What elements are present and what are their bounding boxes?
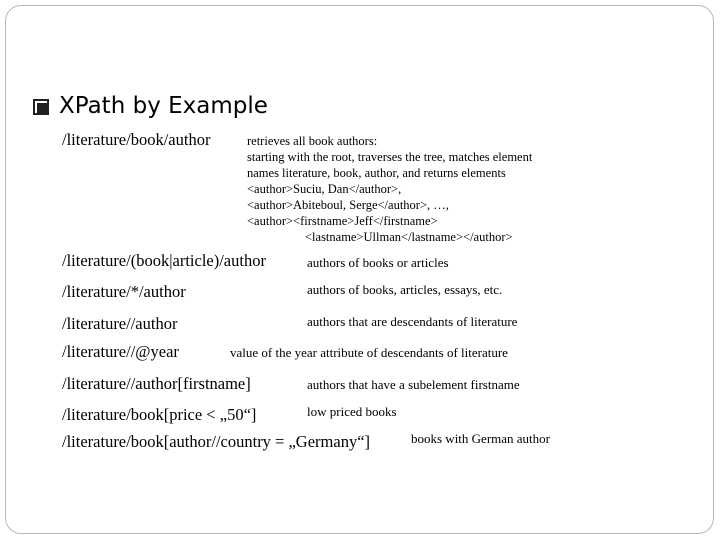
square-bullet-icon (33, 99, 49, 115)
xpath-expression: /literature/*/author (62, 282, 186, 301)
description-line: <lastname>Ullman</lastname></author> (305, 230, 513, 244)
xpath-expression: /literature//author (62, 314, 178, 333)
expression-description: low priced books (307, 404, 397, 419)
expression-description: authors that have a subelement firstname (307, 377, 520, 392)
expression-description: books with German author (411, 431, 551, 446)
description-line: <author>Suciu, Dan</author>, (247, 182, 402, 196)
expression-description: value of the year attribute of descendants of literature (230, 345, 508, 360)
title-row (33, 90, 268, 122)
description-line: retrieves all book authors: (247, 134, 378, 148)
xpath-expression: /literature//author[firstname] (62, 374, 251, 393)
xpath-expression: /literature//@year (62, 342, 179, 361)
description-line: <author>Abiteboul, Serge</author>, …, (247, 198, 449, 212)
expression-description: authors that are descendants of literature (307, 314, 518, 329)
slide-title: XPath by Example (59, 93, 268, 119)
xpath-expression: /literature/book/author (62, 130, 211, 149)
xpath-expression: /literature/book[author//country = „Germany“] (62, 432, 371, 451)
example-description-block (247, 133, 532, 245)
xpath-expression: /literature/(book|article)/author (62, 251, 266, 270)
description-line: <author><firstname>Jeff</firstname> (247, 214, 438, 228)
xpath-expression: /literature/book[price < „50“] (62, 405, 257, 424)
description-line: names literature, book, author, and returns elements (247, 166, 506, 180)
expression-description: authors of books or articles (307, 255, 449, 270)
expression-description: authors of books, articles, essays, etc. (307, 282, 503, 297)
description-line: starting with the root, traverses the tree, matches element (247, 150, 533, 164)
